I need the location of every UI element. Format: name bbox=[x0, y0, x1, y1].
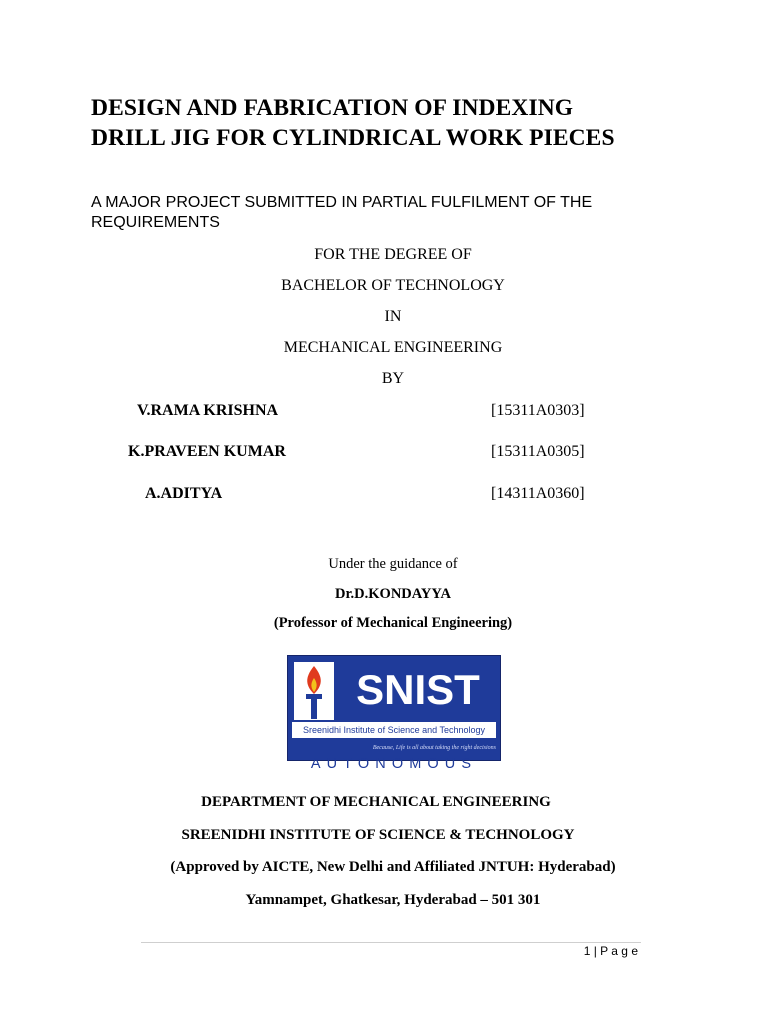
degree-line-5: BY bbox=[381, 370, 405, 387]
institute-logo bbox=[287, 655, 501, 761]
degree-line-4: MECHANICAL ENGINEERING bbox=[283, 339, 503, 356]
logo-institute-band: Sreenidhi Institute of Science and Technology bbox=[303, 725, 485, 735]
institute-address: Yamnampet, Ghatkesar, Hyderabad – 501 301 bbox=[245, 892, 541, 908]
project-subtitle: A MAJOR PROJECT SUBMITTED IN PARTIAL FULFILMENT OF THE REQUIREMENTS bbox=[91, 194, 593, 231]
student-name: V.RAMA KRISHNA bbox=[137, 402, 279, 419]
student-id: [15311A0305] bbox=[491, 443, 585, 460]
department-name: DEPARTMENT OF MECHANICAL ENGINEERING bbox=[201, 794, 551, 810]
student-id: [15311A0303] bbox=[491, 402, 585, 419]
logo-wordmark: SNIST bbox=[356, 666, 480, 713]
approval-line: (Approved by AICTE, New Delhi and Affiliated JNTUH: Hyderabad) bbox=[170, 859, 616, 875]
project-title: DESIGN AND FABRICATION OF INDEXING DRILL JIG FOR CYLINDRICAL WORK PIECES bbox=[91, 95, 615, 151]
student-name: A.ADITYA bbox=[145, 485, 223, 502]
degree-line-3: IN bbox=[384, 308, 402, 325]
institute-name: SREENIDHI INSTITUTE OF SCIENCE & TECHNOLOGY bbox=[181, 827, 575, 843]
student-name: K.PRAVEEN KUMAR bbox=[128, 443, 286, 460]
guide-name: Dr.D.KONDAYYA bbox=[334, 586, 452, 602]
degree-line-2: BACHELOR OF TECHNOLOGY bbox=[281, 277, 505, 294]
student-id: [14311A0360] bbox=[491, 485, 585, 502]
degree-line-1: FOR THE DEGREE OF bbox=[314, 246, 472, 263]
page-number: 1 | P a g e bbox=[583, 944, 638, 958]
logo-autonomous-label: AUTONOMOUS bbox=[310, 756, 478, 772]
guide-title: (Professor of Mechanical Engineering) bbox=[273, 615, 513, 631]
guidance-intro: Under the guidance of bbox=[328, 556, 458, 572]
logo-tagline: Because, Life is all about taking the right decisions bbox=[372, 745, 496, 751]
